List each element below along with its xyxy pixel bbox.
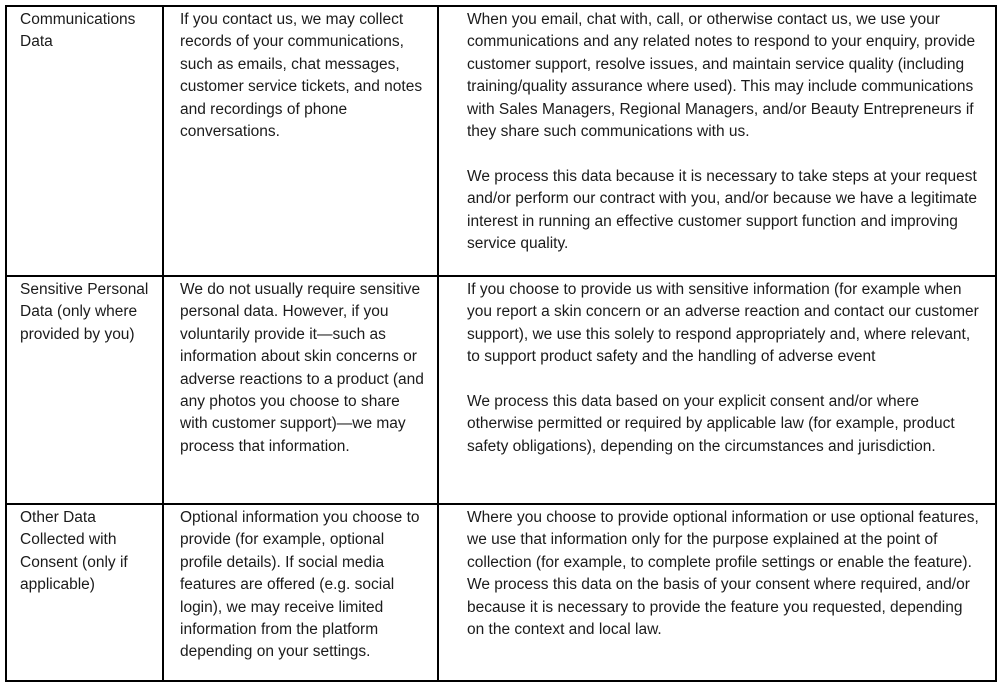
usage-cell bbox=[438, 504, 996, 681]
usage-cell bbox=[438, 6, 996, 276]
privacy-data-table bbox=[5, 5, 997, 682]
collected-cell: If you contact us, we may collect records of your communications, such as emails, chat messages, customer service tickets, and notes and recordings of phone conversations. bbox=[163, 6, 438, 276]
usage-paragraph: We process this data on the basis of your consent where required, and/or because it is necessary to provide the feature you requested, depending on the context and local law. bbox=[467, 576, 970, 639]
collected-cell: Optional information you choose to provide (for example, optional profile details). If social media features are offered (e.g. social login), we may receive limited information from the platform depending on your settings. bbox=[163, 504, 438, 681]
usage-paragraph: We process this data based on your explicit consent and/or where otherwise permitted or required by applicable law (for example, product safety obligations), depending on the circumstances and jurisdiction. bbox=[467, 393, 955, 455]
usage-paragraph: If you choose to provide us with sensitive information (for example when you report a skin concern or an adverse reaction and contact our customer support), we use this solely to respond appropriately and, where relevant, to support product safety and the handling of adverse event bbox=[467, 281, 979, 366]
table-row-other-data-consent bbox=[6, 504, 996, 681]
usage-paragraph: When you email, chat with, call, or otherwise contact us, we use your communications and any related notes to respond to your enquiry, provide customer support, resolve issues, and maintain service quality (including training/quality assurance where used). This may include communications with Sales Managers, Regional Managers, and/or Beauty Entrepreneurs if they share such communications with us. bbox=[467, 11, 976, 141]
category-cell: Sensitive Personal Data (only where provided by you) bbox=[6, 276, 163, 504]
usage-paragraph: Where you choose to provide optional information or use optional features, we use that information only for the purpose explained at the point of collection (for example, to complete profile settings or enable the feature). bbox=[467, 509, 979, 571]
collected-cell: We do not usually require sensitive personal data. However, if you voluntarily provide it—such as information about skin concerns or adverse reactions to a product (and any photos you choose to share with customer support)—we may process that information. bbox=[163, 276, 438, 504]
usage-cell bbox=[438, 276, 996, 504]
table-row-communications-data bbox=[6, 6, 996, 276]
category-cell: Other Data Collected with Consent (only if applicable) bbox=[6, 504, 163, 681]
usage-paragraph: We process this data because it is necessary to take steps at your request and/or perform our contract with you, and/or because we have a legitimate interest in running an effective customer support function and improving service quality. bbox=[467, 167, 978, 253]
table-row-sensitive-personal-data bbox=[6, 276, 996, 504]
category-cell: Communications Data bbox=[6, 6, 163, 276]
